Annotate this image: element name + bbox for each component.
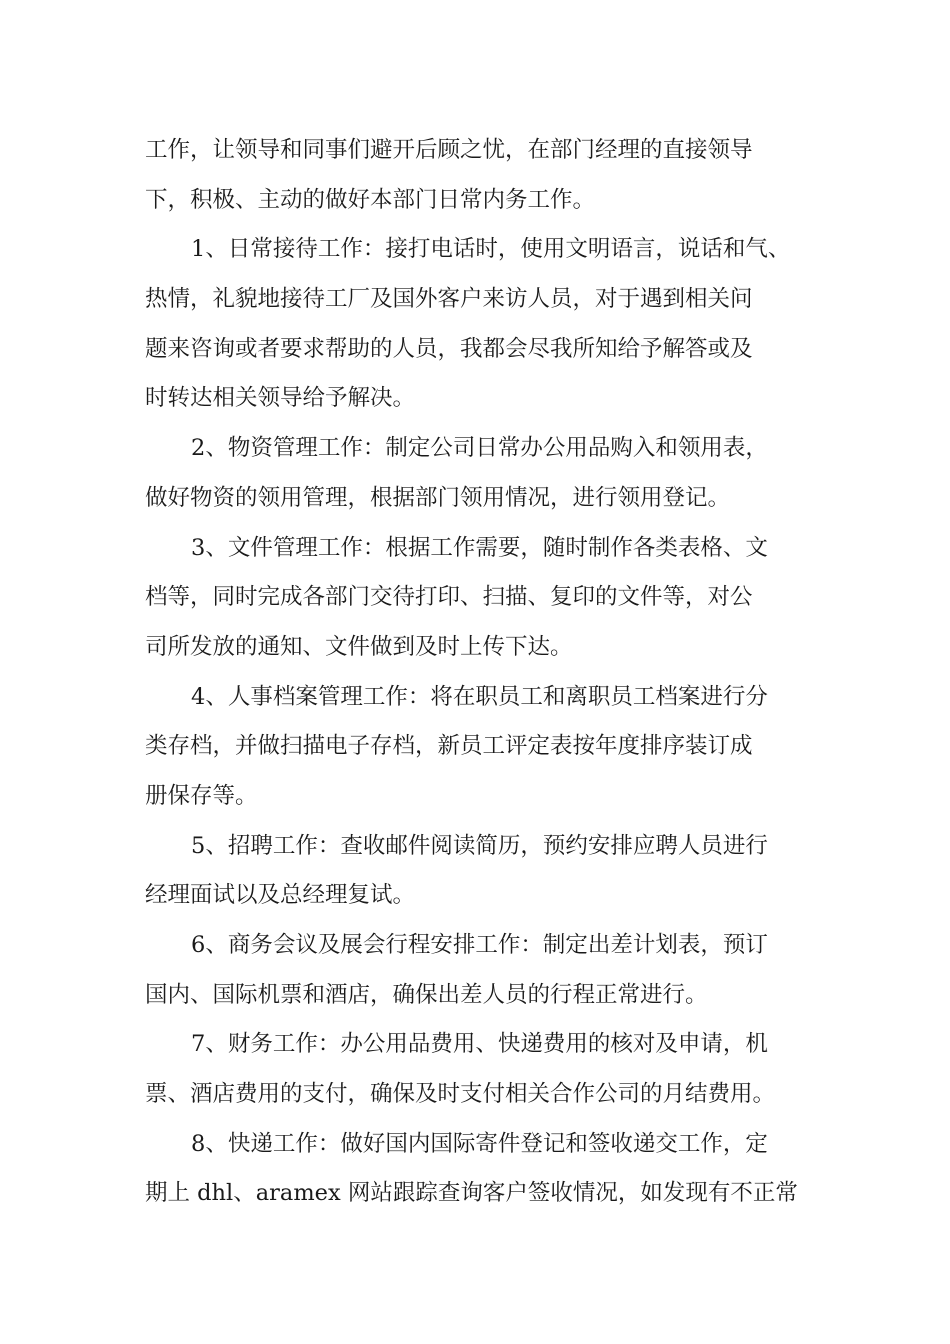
text-line: 档等，同时完成各部门交待打印、扫描、复印的文件等，对公: [145, 584, 753, 611]
paragraph: [145, 1120, 815, 1219]
text-line: 3、文件管理工作：根据工作需要，随时制作各类表格、文: [191, 534, 768, 561]
text-line: 4、人事档案管理工作：将在职员工和离职员工档案进行分: [191, 683, 768, 710]
paragraph: [145, 1020, 815, 1119]
paragraph: [145, 822, 815, 921]
text-line: 国内、国际机票和酒店，确保出差人员的行程正常进行。: [145, 981, 708, 1008]
text-line: 1、日常接待工作：接打电话时，使用文明语言，说话和气、: [191, 236, 791, 263]
text-line: 经理面试以及总经理复试。: [145, 882, 416, 909]
text-line: 8、快递工作：做好国内国际寄件登记和签收递交工作，定: [191, 1130, 768, 1157]
paragraph: [145, 524, 815, 673]
text-line: 7、财务工作：办公用品费用、快递费用的核对及申请，机: [191, 1031, 768, 1058]
text-line: 期上 dhl、aramex 网站跟踪查询客户签收情况，如发现有不正常: [145, 1180, 798, 1207]
text-line: 时转达相关领导给予解决。: [145, 385, 416, 412]
text-line: 下，积极、主动的做好本部门日常内务工作。: [145, 186, 596, 213]
paragraph: [145, 126, 815, 225]
text-line: 6、商务会议及展会行程安排工作：制定出差计划表，预订: [191, 932, 768, 958]
paragraph: [145, 225, 815, 424]
text-line: 题来咨询或者要求帮助的人员，我都会尽我所知给予解答或及: [145, 335, 753, 362]
text-line: 5、招聘工作：查收邮件阅读简历，预约安排应聘人员进行: [191, 832, 768, 859]
text-line: 票、酒店费用的支付，确保及时支付相关合作公司的月结费用。: [145, 1081, 776, 1108]
text-line: 册保存等。: [145, 782, 258, 809]
text-line: 2、物资管理工作：制定公司日常办公用品购入和领用表，: [191, 435, 768, 462]
document-body: [145, 126, 815, 1219]
text-line: 做好物资的领用管理，根据部门领用情况，进行领用登记。: [145, 484, 731, 511]
text-line: 类存档，并做扫描电子存档，新员工评定表按年度排序装订成: [145, 733, 753, 760]
paragraph: [145, 424, 815, 523]
paragraph: [145, 921, 815, 1020]
text-line: 热情，礼貌地接待工厂及国外客户来访人员，对于遇到相关问: [145, 286, 753, 313]
text-line: 工作，让领导和同事们避开后顾之忧，在部门经理的直接领导: [145, 137, 753, 163]
paragraph: [145, 673, 815, 822]
text-line: 司所发放的通知、文件做到及时上传下达。: [145, 633, 573, 660]
